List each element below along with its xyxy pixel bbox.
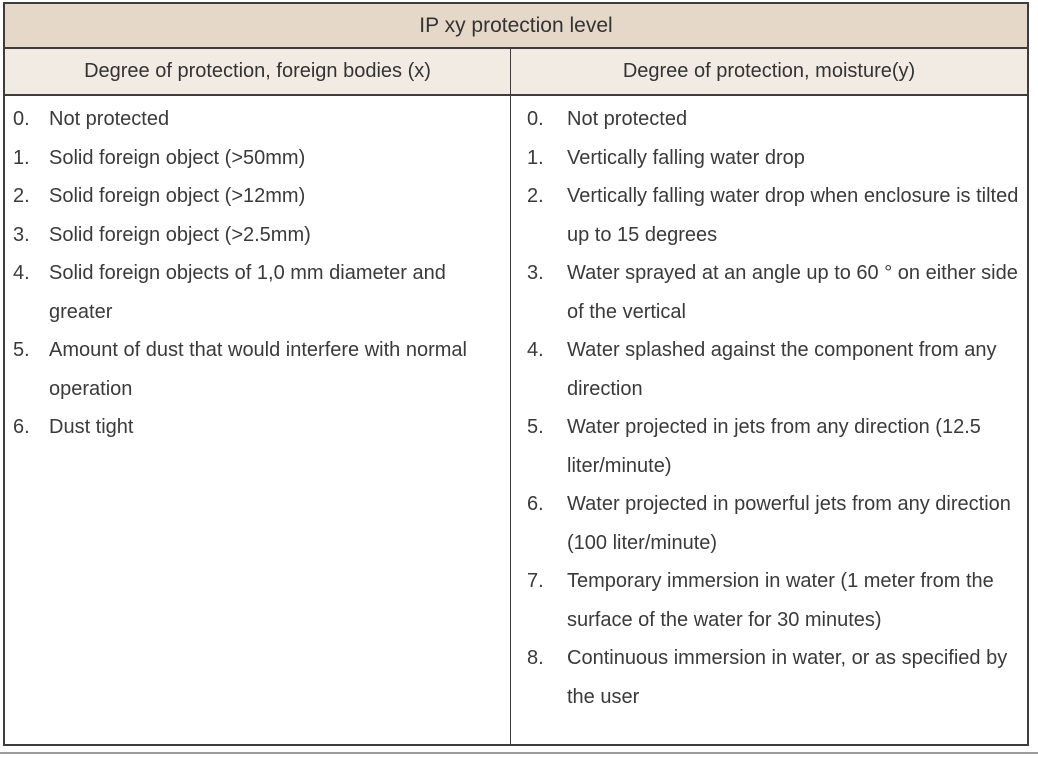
- item-number: 1.: [13, 146, 30, 169]
- list-item: [527, 139, 1019, 178]
- table-body: [5, 96, 1027, 744]
- table-title: IP xy protection level: [5, 4, 1027, 49]
- list-item: [13, 177, 502, 216]
- item-number: 1.: [527, 146, 544, 169]
- foreign-bodies-column: [5, 96, 511, 744]
- item-number: 0.: [13, 108, 30, 130]
- list-item: [13, 254, 502, 331]
- ip-protection-table: [3, 2, 1029, 746]
- list-item: [527, 408, 1019, 485]
- header-moisture: Degree of protection, moisture(y): [622, 60, 916, 82]
- column-header-row: [5, 49, 1027, 96]
- list-item: [13, 139, 502, 178]
- item-text: Vertically falling water drop: [567, 146, 805, 169]
- item-text: Water splashed against the component from any direction: [567, 339, 997, 400]
- item-number: 2.: [13, 185, 30, 207]
- list-item: [527, 254, 1019, 331]
- item-number: 3.: [527, 262, 544, 284]
- list-item: [527, 562, 1019, 639]
- list-item: [527, 639, 1019, 716]
- item-number: 8.: [527, 647, 544, 669]
- item-text: Continuous immersion in water, or as specified by the user: [567, 647, 1008, 708]
- item-number: 7.: [527, 570, 544, 592]
- item-number: 2.: [527, 185, 544, 207]
- list-item: [527, 485, 1019, 562]
- item-text: Vertically falling water drop when enclosure is tilted up to 15 degrees: [567, 185, 1019, 246]
- item-text: Water projected in jets from any direction (12.5 liter/minute): [567, 416, 981, 477]
- item-number: 5.: [13, 339, 30, 361]
- item-text: Not protected: [49, 108, 170, 130]
- bottom-divider: [0, 752, 1038, 754]
- item-text: Solid foreign object (>12mm): [49, 185, 306, 207]
- item-number: 4.: [13, 262, 30, 284]
- header-foreign-bodies: Degree of protection, foreign bodies (x): [5, 49, 511, 94]
- list-item: [527, 177, 1019, 254]
- list-item: [13, 408, 502, 447]
- item-text: Solid foreign object (>2.5mm): [49, 223, 311, 246]
- item-text: Water sprayed at an angle up to 60 ° on either side of the vertical: [567, 262, 1018, 323]
- item-number: 4.: [527, 339, 544, 361]
- item-number: 6.: [13, 416, 30, 438]
- item-text: Solid foreign objects of 1,0 mm diameter and greater: [49, 262, 446, 323]
- list-item: [13, 331, 502, 408]
- list-item: [13, 216, 502, 255]
- item-text: Solid foreign object (>50mm): [49, 146, 306, 169]
- item-text: Water projected in powerful jets from any direction (100 liter/minute): [567, 493, 1011, 554]
- list-item: [527, 100, 1019, 139]
- item-number: 0.: [527, 108, 544, 130]
- item-number: 3.: [13, 223, 30, 246]
- item-text: Temporary immersion in water (1 meter from the surface of the water for 30 minutes): [567, 570, 994, 631]
- item-text: Amount of dust that would interfere with normal operation: [49, 339, 467, 400]
- item-text: Not protected: [567, 108, 688, 130]
- item-number: 5.: [527, 416, 544, 438]
- item-number: 6.: [527, 493, 544, 515]
- item-text: Dust tight: [49, 416, 134, 438]
- list-item: [527, 331, 1019, 408]
- moisture-column: [511, 96, 1027, 744]
- list-item: [13, 100, 502, 139]
